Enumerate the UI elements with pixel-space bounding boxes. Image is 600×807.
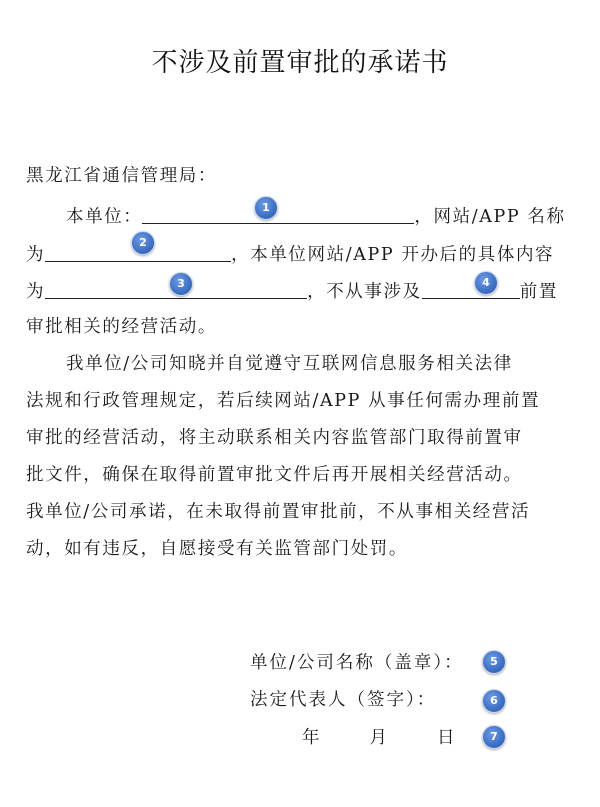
content-label: ，本单位网站/APP 开办后的具体内容 — [231, 245, 555, 265]
paragraph-1-line-1 — [66, 201, 566, 227]
callout-badge-1: 1 — [254, 196, 278, 220]
callout-badge-5: 5 — [482, 650, 506, 674]
paragraph-1-line-2 — [26, 239, 554, 265]
year-label: 年 — [302, 728, 322, 748]
paragraph-1-line-4: 审批相关的经营活动。 — [26, 317, 217, 337]
paragraph-2-line-1: 我单位/公司知晓并自觉遵守互联网信息服务相关法律 — [66, 354, 513, 374]
month-label: 月 — [369, 728, 389, 748]
callout-badge-3: 3 — [169, 272, 193, 296]
company-seal-label: 单位/公司名称（盖章）： — [250, 653, 464, 673]
for-text: 为 — [26, 245, 46, 265]
approval-type-blank[interactable] — [422, 278, 520, 299]
document-title: 不涉及前置审批的承诺书 — [151, 48, 449, 78]
prior-text: 前置 — [519, 282, 558, 302]
paragraph-2-line-4: 批文件，确保在取得前置审批文件后再开展相关经营活动。 — [26, 465, 523, 485]
for-text-2: 为 — [26, 282, 46, 302]
not-involve-text: ，不从事涉及 — [307, 282, 422, 302]
paragraph-2-line-2: 法规和行政管理规定，若后续网站/APP 从事任何需办理前置 — [26, 391, 541, 411]
paragraph-2-line-5: 我单位/公司承诺，在未取得前置审批前，不从事相关经营活 — [26, 502, 531, 522]
paragraph-2-line-3: 审批的经营活动，将主动联系相关内容监管部门取得前置审 — [26, 428, 523, 448]
callout-badge-2: 2 — [131, 231, 155, 255]
callout-badge-6: 6 — [482, 689, 506, 713]
paragraph-2-line-6: 动，如有违反，自愿接受有关监管部门处罚。 — [26, 539, 408, 559]
callout-badge-4: 4 — [474, 271, 498, 295]
salutation: 黑龙江省通信管理局： — [26, 166, 217, 186]
unit-label: 本单位： — [66, 207, 143, 227]
callout-badge-7: 7 — [482, 725, 506, 749]
day-label: 日 — [437, 728, 457, 748]
legal-rep-label: 法定代表人（签字）： — [250, 690, 437, 710]
unit-name-blank[interactable] — [142, 203, 414, 224]
date-line — [302, 724, 457, 749]
site-name-label: ，网站/APP 名称 — [414, 207, 566, 227]
